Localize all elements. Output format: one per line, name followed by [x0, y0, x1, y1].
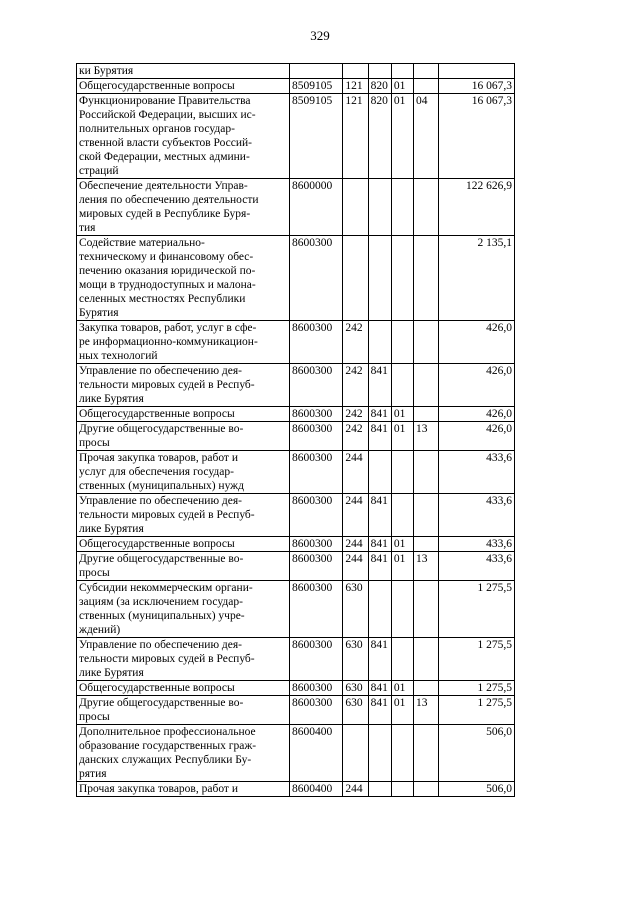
cell-expense-type: 242	[343, 407, 368, 422]
cell-expense-type: 630	[343, 638, 368, 681]
cell-subsection	[414, 179, 439, 236]
cell-administrator: 841	[368, 407, 391, 422]
cell-target-article: 8600300	[289, 681, 342, 696]
cell-administrator: 841	[368, 696, 391, 725]
cell-name	[77, 64, 290, 79]
cell-target-article: 8600300	[289, 494, 342, 537]
cell-target-article: 8600400	[289, 782, 342, 797]
cell-name	[77, 681, 290, 696]
row-name-text: Другие общегосударственные во- просы	[79, 423, 244, 449]
cell-name	[77, 451, 290, 494]
cell-amount: 16 067,3	[439, 79, 515, 94]
cell-target-article: 8600300	[289, 696, 342, 725]
cell-administrator: 820	[368, 79, 391, 94]
cell-administrator	[368, 451, 391, 494]
cell-administrator	[368, 725, 391, 782]
table-row	[77, 638, 515, 681]
table-row	[77, 782, 515, 797]
cell-name	[77, 552, 290, 581]
cell-expense-type: 244	[343, 537, 368, 552]
cell-administrator	[368, 782, 391, 797]
cell-target-article: 8600400	[289, 725, 342, 782]
cell-amount: 433,6	[439, 552, 515, 581]
table-row	[77, 725, 515, 782]
row-name-text: Обеспечение деятельности Управ- ления по обеспечению деятельности мировых судей в Республике Буря- тия	[79, 180, 259, 234]
table-row	[77, 581, 515, 638]
cell-expense-type: 121	[343, 94, 368, 179]
cell-amount: 433,6	[439, 537, 515, 552]
cell-target-article: 8600000	[289, 179, 342, 236]
cell-section: 01	[391, 537, 413, 552]
cell-subsection	[414, 364, 439, 407]
cell-subsection: 13	[414, 696, 439, 725]
table-row	[77, 494, 515, 537]
row-name-text: Другие общегосударственные во- просы	[79, 553, 244, 579]
cell-expense-type: 630	[343, 696, 368, 725]
cell-target-article: 8600300	[289, 407, 342, 422]
cell-amount: 506,0	[439, 725, 515, 782]
table-row	[77, 64, 515, 79]
table-row	[77, 179, 515, 236]
cell-name	[77, 725, 290, 782]
cell-expense-type: 242	[343, 422, 368, 451]
row-name-text: Общегосударственные вопросы	[79, 408, 235, 420]
cell-expense-type: 244	[343, 782, 368, 797]
cell-name	[77, 364, 290, 407]
cell-administrator: 841	[368, 638, 391, 681]
cell-amount	[439, 64, 515, 79]
row-name-text: Управление по обеспечению дея- тельности мировых судей в Респуб- лике Бурятия	[79, 639, 255, 679]
table-row	[77, 407, 515, 422]
cell-expense-type: 242	[343, 364, 368, 407]
cell-section	[391, 451, 413, 494]
cell-section	[391, 494, 413, 537]
cell-subsection	[414, 581, 439, 638]
cell-name	[77, 236, 290, 321]
cell-administrator: 841	[368, 494, 391, 537]
cell-section	[391, 364, 413, 407]
cell-subsection	[414, 64, 439, 79]
cell-section	[391, 321, 413, 364]
cell-administrator: 841	[368, 537, 391, 552]
cell-administrator: 841	[368, 681, 391, 696]
cell-target-article: 8509105	[289, 79, 342, 94]
cell-name	[77, 638, 290, 681]
cell-name	[77, 407, 290, 422]
cell-target-article: 8600300	[289, 451, 342, 494]
table-row	[77, 422, 515, 451]
row-name-text: Общегосударственные вопросы	[79, 682, 235, 694]
cell-name	[77, 94, 290, 179]
cell-name	[77, 494, 290, 537]
row-name-text: Прочая закупка товаров, работ и услуг для обеспечения государ- ственных (муниципальных) нужд	[79, 452, 244, 492]
cell-expense-type	[343, 179, 368, 236]
cell-administrator: 841	[368, 364, 391, 407]
cell-subsection	[414, 236, 439, 321]
cell-expense-type: 244	[343, 552, 368, 581]
cell-target-article: 8600300	[289, 638, 342, 681]
cell-subsection: 04	[414, 94, 439, 179]
cell-subsection	[414, 321, 439, 364]
cell-administrator	[368, 179, 391, 236]
cell-target-article: 8600300	[289, 552, 342, 581]
cell-target-article: 8509105	[289, 94, 342, 179]
cell-subsection: 13	[414, 422, 439, 451]
table-row	[77, 321, 515, 364]
cell-expense-type	[343, 725, 368, 782]
cell-section	[391, 782, 413, 797]
cell-target-article: 8600300	[289, 537, 342, 552]
cell-subsection	[414, 537, 439, 552]
cell-subsection	[414, 782, 439, 797]
cell-subsection	[414, 407, 439, 422]
table-row	[77, 681, 515, 696]
budget-table-body	[77, 64, 515, 797]
cell-subsection	[414, 638, 439, 681]
table-row	[77, 537, 515, 552]
cell-target-article: 8600300	[289, 422, 342, 451]
cell-subsection	[414, 451, 439, 494]
cell-amount: 506,0	[439, 782, 515, 797]
cell-amount: 426,0	[439, 321, 515, 364]
cell-expense-type: 244	[343, 451, 368, 494]
cell-name	[77, 782, 290, 797]
cell-administrator	[368, 581, 391, 638]
row-name-text: Другие общегосударственные во- просы	[79, 697, 244, 723]
row-name-text: Общегосударственные вопросы	[79, 80, 235, 92]
cell-expense-type: 630	[343, 581, 368, 638]
cell-amount: 1 275,5	[439, 696, 515, 725]
row-name-text: Управление по обеспечению дея- тельности мировых судей в Респуб- лике Бурятия	[79, 495, 255, 535]
cell-expense-type: 244	[343, 494, 368, 537]
cell-amount: 1 275,5	[439, 638, 515, 681]
table-row	[77, 94, 515, 179]
cell-name	[77, 537, 290, 552]
table-row	[77, 236, 515, 321]
cell-target-article: 8600300	[289, 236, 342, 321]
cell-section	[391, 64, 413, 79]
cell-name	[77, 581, 290, 638]
cell-administrator	[368, 64, 391, 79]
cell-expense-type	[343, 64, 368, 79]
row-name-text: Закупка товаров, работ, услуг в сфе- ре информационно-коммуникацион- ных технологий	[79, 322, 258, 362]
cell-target-article: 8600300	[289, 581, 342, 638]
cell-administrator	[368, 236, 391, 321]
row-name-text: Функционирование Правительства Российской Федерации, высших ис- полнительных органов государ- ственной власти субъектов Россий- ской Федерации, местных админи- страций	[79, 95, 256, 177]
cell-name	[77, 422, 290, 451]
budget-table	[76, 63, 515, 797]
cell-section	[391, 725, 413, 782]
row-name-text: Субсидии некоммерческим органи- зациям (за исключением государ- ственных (муниципальных) учре- ждений)	[79, 582, 253, 636]
row-name-text: ки Бурятия	[79, 65, 134, 77]
cell-subsection: 13	[414, 552, 439, 581]
row-name-text: Дополнительное профессиональное образование государственных граж- данских служащих Республики Бу- рятия	[79, 726, 257, 780]
cell-expense-type: 630	[343, 681, 368, 696]
cell-administrator: 841	[368, 552, 391, 581]
cell-section: 01	[391, 94, 413, 179]
cell-administrator: 841	[368, 422, 391, 451]
cell-section: 01	[391, 696, 413, 725]
cell-section: 01	[391, 79, 413, 94]
cell-name	[77, 696, 290, 725]
cell-section	[391, 638, 413, 681]
cell-target-article: 8600300	[289, 364, 342, 407]
cell-amount: 426,0	[439, 364, 515, 407]
cell-amount: 122 626,9	[439, 179, 515, 236]
cell-amount: 16 067,3	[439, 94, 515, 179]
cell-section: 01	[391, 422, 413, 451]
cell-expense-type	[343, 236, 368, 321]
table-row	[77, 451, 515, 494]
row-name-text: Содействие материально- техническому и финансовому обес- печению оказания юридической по- мощи в труднодоступных и малона- селенных местностях Республики Бурятия	[79, 237, 256, 319]
table-row	[77, 552, 515, 581]
cell-section	[391, 236, 413, 321]
cell-amount: 426,0	[439, 422, 515, 451]
cell-section: 01	[391, 552, 413, 581]
cell-expense-type: 242	[343, 321, 368, 364]
cell-expense-type: 121	[343, 79, 368, 94]
row-name-text: Прочая закупка товаров, работ и	[79, 783, 238, 795]
cell-section: 01	[391, 681, 413, 696]
cell-name	[77, 79, 290, 94]
cell-amount: 1 275,5	[439, 581, 515, 638]
cell-amount: 2 135,1	[439, 236, 515, 321]
cell-administrator: 820	[368, 94, 391, 179]
cell-target-article	[289, 64, 342, 79]
cell-amount: 433,6	[439, 451, 515, 494]
cell-administrator	[368, 321, 391, 364]
cell-subsection	[414, 725, 439, 782]
row-name-text: Управление по обеспечению дея- тельности мировых судей в Респуб- лике Бурятия	[79, 365, 255, 405]
cell-amount: 426,0	[439, 407, 515, 422]
cell-subsection	[414, 681, 439, 696]
cell-name	[77, 321, 290, 364]
cell-amount: 433,6	[439, 494, 515, 537]
cell-section	[391, 581, 413, 638]
cell-target-article: 8600300	[289, 321, 342, 364]
row-name-text: Общегосударственные вопросы	[79, 538, 235, 550]
cell-name	[77, 179, 290, 236]
cell-section: 01	[391, 407, 413, 422]
page-number: 329	[310, 28, 330, 43]
cell-section	[391, 179, 413, 236]
table-row	[77, 696, 515, 725]
table-row	[77, 364, 515, 407]
cell-amount: 1 275,5	[439, 681, 515, 696]
cell-subsection	[414, 79, 439, 94]
cell-subsection	[414, 494, 439, 537]
table-row	[77, 79, 515, 94]
